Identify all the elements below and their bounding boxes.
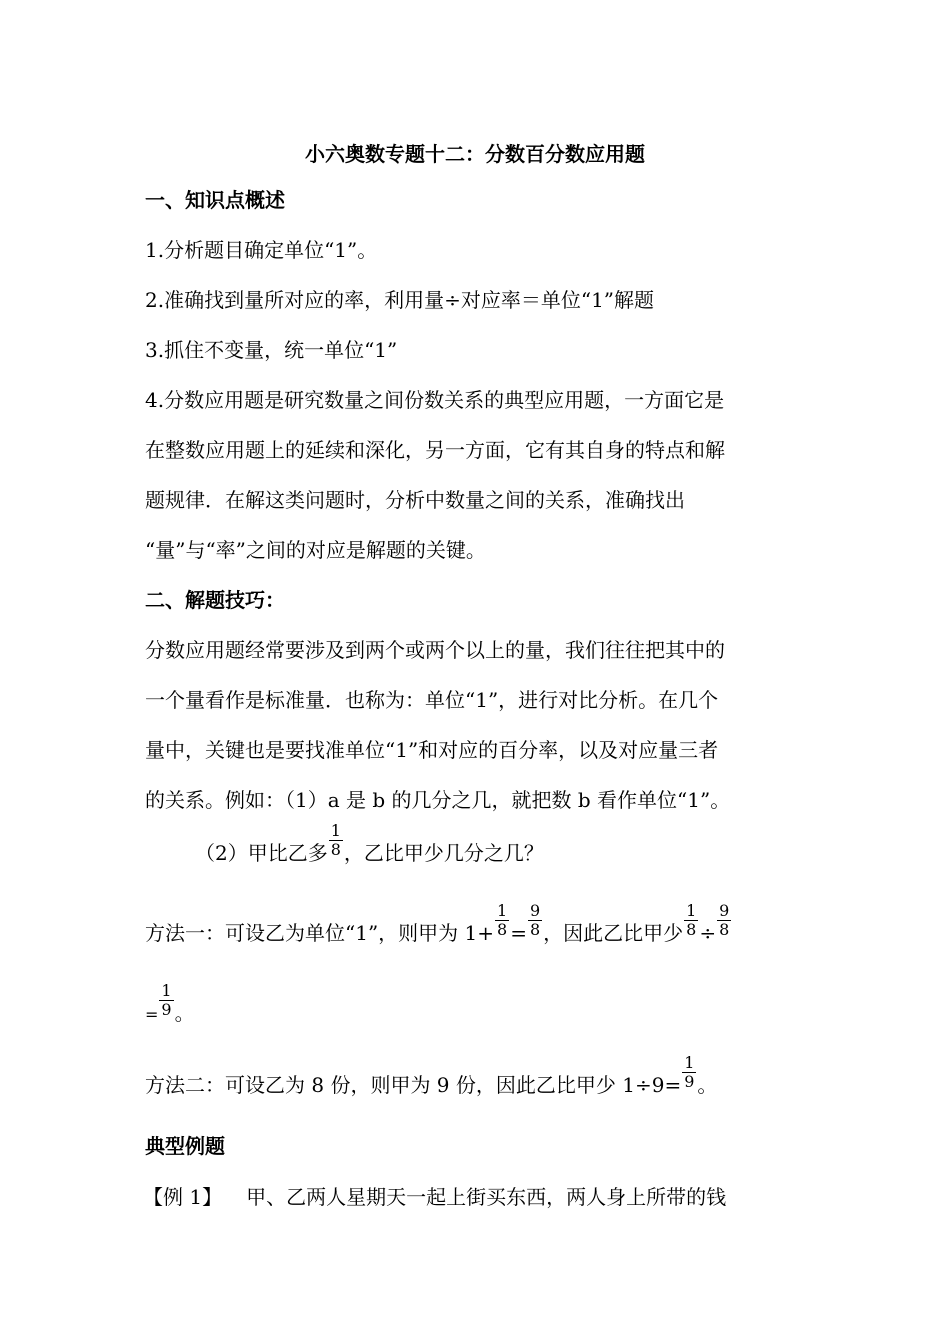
paragraph-line: 分数应用题经常要涉及到两个或两个以上的量，我们往往把其中的 [145,638,725,662]
page-title: 小六奥数专题十二：分数百分数应用题 [305,142,645,166]
paragraph: 1.分析题目确定单位“1”。 [145,238,378,262]
paragraph-line: 量中，关键也是要找准单位“1”和对应的百分率，以及对应量三者 [145,738,719,762]
method-one-line: 方法一：可设乙为单位“1”，则甲为 1+ $\frac{1}{8}$ = $\frac{9}{8}$ ，因此乙比甲少 $\frac{1}{8}$ ÷ $\frac{9}{8}$ [145,901,730,945]
example-1-line: 【例 1】 甲、乙两人星期天一起上街买东西，两人身上所带的钱 [143,1185,727,1209]
paragraph-line: 的关系。例如：（1）a 是 b 的几分之几，就把数 b 看作单位“1”。 [145,788,731,812]
method-one-result: = $\frac{1}{9}$ 。 [145,981,195,1025]
fraction: $\frac{1}{8}$ [330,821,341,859]
fraction: $\frac{1}{9}$ [684,1053,695,1091]
paragraph-line: 4.分数应用题是研究数量之间份数关系的典型应用题，一方面它是 [145,388,725,412]
fraction: $\frac{1}{9}$ [161,981,172,1019]
paragraph-line: “量”与“率”之间的对应是解题的关键。 [145,538,486,562]
example-label: 【例 1】 [143,1185,223,1209]
fraction: $\frac{1}{8}$ [497,901,508,939]
section-heading-overview: 一、知识点概述 [145,188,285,212]
paragraph: 3.抓住不变量，统一单位“1” [145,338,398,362]
example-2-question: （2）甲比乙多 $\frac{1}{8}$ ，乙比甲少几分之几？ [195,821,544,865]
section-heading-examples: 典型例题 [145,1134,225,1158]
paragraph-line: 在整数应用题上的延续和深化，另一方面，它有其自身的特点和解 [145,438,725,462]
fraction: $\frac{1}{8}$ [686,901,697,939]
section-heading-techniques: 二、解题技巧： [145,588,285,612]
method-two-line: 方法二：可设乙为 8 份，则甲为 9 份，因此乙比甲少 1÷9= $\frac{1}{9}$ 。 [145,1053,718,1097]
paragraph: 2.准确找到量所对应的率，利用量÷对应率＝单位“1”解题 [145,288,655,312]
paragraph-line: 一个量看作是标准量．也称为：单位“1”，进行对比分析。在几个 [145,688,719,712]
fraction: $\frac{9}{8}$ [529,901,541,939]
paragraph-line: 题规律．在解这类问题时，分析中数量之间的关系，准确找出 [145,488,685,512]
fraction: $\frac{9}{8}$ [719,901,730,939]
